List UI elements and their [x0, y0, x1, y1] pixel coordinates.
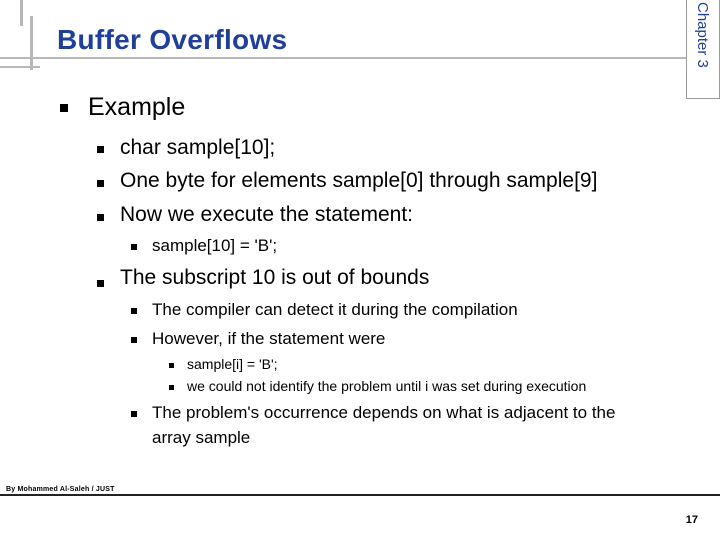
square-bullet-icon [169, 363, 174, 368]
square-bullet-icon [131, 337, 137, 343]
bullet-one-byte: One byte for elements sample[0] through sample[9] [120, 169, 598, 192]
square-bullet-icon [97, 180, 104, 187]
square-bullet-icon [97, 280, 104, 287]
bullet-however: However, if the statement were [152, 329, 386, 348]
square-bullet-icon [131, 308, 137, 314]
bullet-occurrence-line2: array sample [152, 428, 251, 447]
slide-title: Buffer Overflows [57, 24, 288, 55]
square-bullet-icon [97, 146, 104, 153]
bullet-assign: sample[10] = 'B'; [152, 236, 278, 255]
square-bullet-icon [60, 104, 68, 112]
frame-bar-top [0, 57, 686, 59]
bullet-occurrence-line1: The problem's occurrence depends on what is adjacent to the [152, 403, 616, 422]
footer-divider [0, 494, 720, 496]
square-bullet-icon [131, 411, 137, 417]
bullet-could-not-identify: we could not identify the problem until i was set during execution [187, 378, 587, 394]
square-bullet-icon [97, 214, 104, 221]
chapter-label: Chapter 3 [694, 2, 711, 68]
page-number: 17 [685, 514, 698, 526]
bullet-execute: Now we execute the statement: [120, 203, 413, 226]
square-bullet-icon [131, 244, 137, 250]
footer-author: By Mohammed Al-Saleh / JUST [6, 486, 115, 493]
bullet-example: Example [88, 93, 186, 121]
bullet-out-of-bounds: The subscript 10 is out of bounds [120, 266, 430, 289]
frame-bar-top-short [0, 66, 40, 68]
frame-bar-left-outer [20, 0, 23, 26]
bullet-char-decl: char sample[10]; [120, 136, 276, 159]
bullet-compiler-detect: The compiler can detect it during the compilation [152, 300, 518, 319]
square-bullet-icon [169, 385, 174, 390]
bullet-sample-i: sample[i] = 'B'; [187, 356, 278, 372]
frame-bar-left [30, 16, 33, 70]
